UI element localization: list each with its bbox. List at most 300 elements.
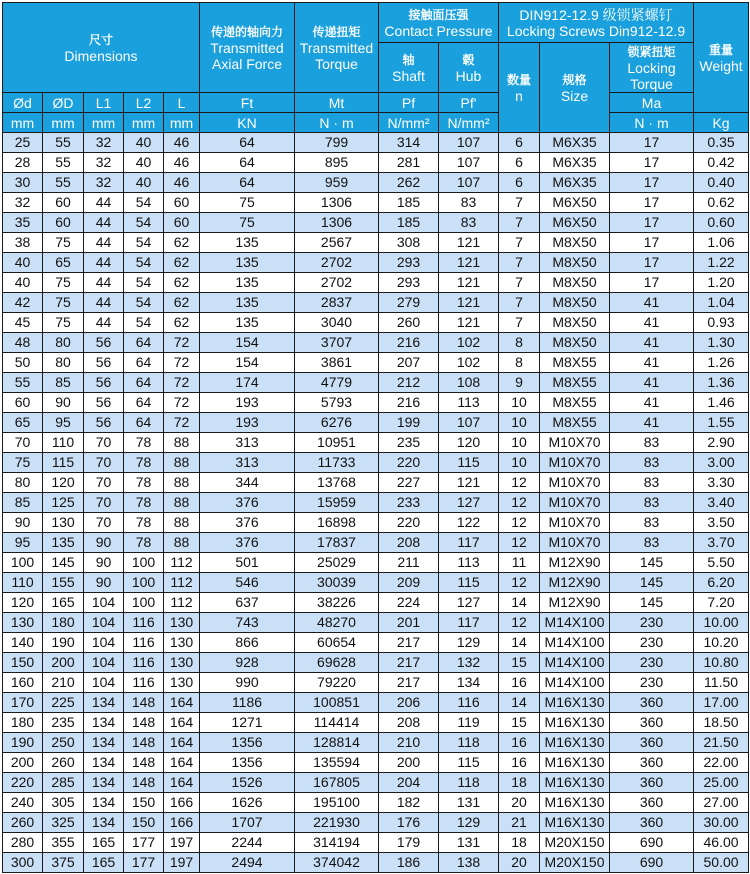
cell-mt: 3707 xyxy=(295,333,379,353)
cell-ft: 135 xyxy=(200,293,295,313)
cell-pf-prime: 122 xyxy=(439,513,499,533)
cell-pf-prime: 129 xyxy=(439,633,499,653)
cell-ma: 41 xyxy=(610,293,694,313)
cell-od: 190 xyxy=(3,733,43,753)
table-row xyxy=(3,233,749,253)
cell-l2: 54 xyxy=(124,273,164,293)
header-axial-force-zh: 传递的轴向力 xyxy=(210,24,283,39)
cell-n: 12 xyxy=(499,473,540,493)
cell-ft: 174 xyxy=(200,373,295,393)
cell-pf: 206 xyxy=(379,693,439,713)
cell-n: 8 xyxy=(499,333,540,353)
cell-size: M8X50 xyxy=(540,233,610,253)
cell-l: 62 xyxy=(164,253,200,273)
cell-pf-prime: 83 xyxy=(439,193,499,213)
cell-mt: 195100 xyxy=(295,793,379,813)
cell-weight: 0.42 xyxy=(694,153,749,173)
cell-size: M20X150 xyxy=(540,833,610,853)
cell-ft: 501 xyxy=(200,553,295,573)
cell-n: 8 xyxy=(499,353,540,373)
cell-l: 72 xyxy=(164,353,200,373)
cell-l2: 150 xyxy=(124,813,164,833)
cell-l2: 78 xyxy=(124,433,164,453)
cell-mt: 16898 xyxy=(295,513,379,533)
cell-l: 112 xyxy=(164,553,200,573)
cell-l: 62 xyxy=(164,233,200,253)
cell-pf-prime: 129 xyxy=(439,813,499,833)
cell-l1: 56 xyxy=(84,373,124,393)
cell-size: M16X130 xyxy=(540,713,610,733)
cell-ma: 230 xyxy=(610,613,694,633)
cell-weight: 30.00 xyxy=(694,813,749,833)
cell-ma: 145 xyxy=(610,573,694,593)
cell-oD: 260 xyxy=(43,753,84,773)
header-axial-force-en2: Axial Force xyxy=(211,55,283,72)
cell-od: 50 xyxy=(3,353,43,373)
cell-oD: 355 xyxy=(43,833,84,853)
cell-l: 72 xyxy=(164,413,200,433)
cell-od: 150 xyxy=(3,653,43,673)
cell-size: M16X130 xyxy=(540,733,610,753)
cell-ma: 41 xyxy=(610,373,694,393)
cell-l: 46 xyxy=(164,153,200,173)
cell-l2: 78 xyxy=(124,533,164,553)
cell-ft: 1356 xyxy=(200,753,295,773)
unit-weight: Kg xyxy=(694,113,749,133)
cell-ft: 990 xyxy=(200,673,295,693)
cell-ma: 17 xyxy=(610,133,694,153)
cell-weight: 22.00 xyxy=(694,753,749,773)
cell-n: 10 xyxy=(499,433,540,453)
cell-l: 197 xyxy=(164,833,200,853)
cell-oD: 250 xyxy=(43,733,84,753)
cell-weight: 1.26 xyxy=(694,353,749,373)
cell-l1: 44 xyxy=(84,273,124,293)
cell-oD: 90 xyxy=(43,393,84,413)
cell-mt: 38226 xyxy=(295,593,379,613)
symbol-l2: L2 xyxy=(124,93,164,113)
unit-pf: N/mm² xyxy=(379,113,439,133)
cell-pf-prime: 134 xyxy=(439,673,499,693)
cell-od: 30 xyxy=(3,173,43,193)
cell-l1: 104 xyxy=(84,633,124,653)
table-row xyxy=(3,393,749,413)
cell-ma: 17 xyxy=(610,153,694,173)
table-row xyxy=(3,133,749,153)
table-row xyxy=(3,353,749,373)
cell-size: M6X50 xyxy=(540,193,610,213)
cell-ma: 230 xyxy=(610,633,694,653)
cell-l: 88 xyxy=(164,473,200,493)
table-row xyxy=(3,553,749,573)
cell-n: 12 xyxy=(499,513,540,533)
table-row xyxy=(3,433,749,453)
cell-ft: 193 xyxy=(200,413,295,433)
cell-l: 112 xyxy=(164,593,200,613)
cell-l1: 134 xyxy=(84,733,124,753)
header-contact-pressure xyxy=(379,3,499,43)
cell-pf-prime: 107 xyxy=(439,133,499,153)
cell-size: M8X55 xyxy=(540,413,610,433)
cell-ma: 17 xyxy=(610,253,694,273)
header-locking-torque-en1: Locking xyxy=(627,59,676,76)
cell-oD: 80 xyxy=(43,353,84,373)
cell-n: 14 xyxy=(499,593,540,613)
cell-oD: 65 xyxy=(43,253,84,273)
cell-ft: 546 xyxy=(200,573,295,593)
cell-l1: 90 xyxy=(84,553,124,573)
cell-od: 28 xyxy=(3,153,43,173)
cell-l: 130 xyxy=(164,613,200,633)
cell-pf: 200 xyxy=(379,753,439,773)
header-contact-pressure-zh: 接触面压强 xyxy=(408,7,469,22)
cell-size: M10X70 xyxy=(540,473,610,493)
cell-mt: 1306 xyxy=(295,193,379,213)
header-torque-en1: Transmitted xyxy=(299,39,374,56)
cell-weight: 2.90 xyxy=(694,433,749,453)
cell-l: 72 xyxy=(164,373,200,393)
cell-oD: 305 xyxy=(43,793,84,813)
table-row xyxy=(3,653,749,673)
cell-od: 42 xyxy=(3,293,43,313)
cell-mt: 79220 xyxy=(295,673,379,693)
cell-ma: 360 xyxy=(610,813,694,833)
cell-od: 32 xyxy=(3,193,43,213)
cell-od: 35 xyxy=(3,213,43,233)
cell-weight: 7.20 xyxy=(694,593,749,613)
cell-n: 18 xyxy=(499,773,540,793)
cell-l: 88 xyxy=(164,513,200,533)
cell-weight: 3.70 xyxy=(694,533,749,553)
cell-n: 7 xyxy=(499,233,540,253)
cell-l: 130 xyxy=(164,653,200,673)
cell-l: 166 xyxy=(164,793,200,813)
cell-pf: 210 xyxy=(379,733,439,753)
cell-pf-prime: 113 xyxy=(439,553,499,573)
cell-l: 164 xyxy=(164,733,200,753)
header-size-en: Size xyxy=(560,87,589,104)
cell-l2: 40 xyxy=(124,173,164,193)
cell-n: 6 xyxy=(499,173,540,193)
cell-mt: 221930 xyxy=(295,813,379,833)
cell-l1: 134 xyxy=(84,793,124,813)
cell-ma: 690 xyxy=(610,833,694,853)
header-shaft-zh: 轴 xyxy=(402,52,415,67)
table-header xyxy=(3,3,749,133)
cell-pf-prime: 121 xyxy=(439,253,499,273)
cell-n: 9 xyxy=(499,373,540,393)
cell-oD: 60 xyxy=(43,213,84,233)
cell-mt: 5793 xyxy=(295,393,379,413)
cell-ft: 64 xyxy=(200,173,295,193)
cell-l1: 90 xyxy=(84,573,124,593)
cell-n: 14 xyxy=(499,633,540,653)
cell-l2: 78 xyxy=(124,473,164,493)
cell-size: M6X35 xyxy=(540,133,610,153)
cell-pf-prime: 115 xyxy=(439,453,499,473)
cell-pf: 262 xyxy=(379,173,439,193)
cell-mt: 60654 xyxy=(295,633,379,653)
symbol-pf-prime: Pf' xyxy=(439,93,499,113)
cell-oD: 130 xyxy=(43,513,84,533)
cell-l2: 54 xyxy=(124,313,164,333)
cell-ft: 1707 xyxy=(200,813,295,833)
header-locking-torque-en2: Torque xyxy=(630,75,673,92)
cell-mt: 3861 xyxy=(295,353,379,373)
cell-size: M20X150 xyxy=(540,853,610,873)
cell-ft: 1526 xyxy=(200,773,295,793)
cell-l: 88 xyxy=(164,533,200,553)
cell-ma: 83 xyxy=(610,433,694,453)
cell-ft: 135 xyxy=(200,253,295,273)
cell-n: 16 xyxy=(499,673,540,693)
cell-pf: 217 xyxy=(379,633,439,653)
cell-size: M10X70 xyxy=(540,493,610,513)
cell-od: 130 xyxy=(3,613,43,633)
header-torque-zh: 传递扭矩 xyxy=(312,24,361,39)
cell-ft: 313 xyxy=(200,433,295,453)
cell-pf: 209 xyxy=(379,573,439,593)
cell-pf-prime: 131 xyxy=(439,833,499,853)
cell-pf: 211 xyxy=(379,553,439,573)
cell-l1: 44 xyxy=(84,253,124,273)
cell-l: 164 xyxy=(164,713,200,733)
cell-mt: 30039 xyxy=(295,573,379,593)
cell-oD: 75 xyxy=(43,293,84,313)
table-row xyxy=(3,253,749,273)
header-shaft xyxy=(379,43,439,93)
cell-pf: 179 xyxy=(379,833,439,853)
unit-ft: KN xyxy=(200,113,295,133)
cell-ft: 313 xyxy=(200,453,295,473)
cell-size: M8X50 xyxy=(540,273,610,293)
cell-n: 12 xyxy=(499,613,540,633)
cell-ft: 193 xyxy=(200,393,295,413)
cell-l2: 148 xyxy=(124,733,164,753)
cell-od: 65 xyxy=(3,413,43,433)
cell-mt: 374042 xyxy=(295,853,379,873)
unit-l2: mm xyxy=(124,113,164,133)
table-row xyxy=(3,493,749,513)
cell-pf: 186 xyxy=(379,853,439,873)
cell-l1: 32 xyxy=(84,153,124,173)
cell-l: 88 xyxy=(164,493,200,513)
cell-weight: 46.00 xyxy=(694,833,749,853)
cell-l2: 54 xyxy=(124,193,164,213)
cell-size: M8X55 xyxy=(540,393,610,413)
cell-ft: 2244 xyxy=(200,833,295,853)
table-row xyxy=(3,773,749,793)
cell-l2: 177 xyxy=(124,833,164,853)
table-row xyxy=(3,293,749,313)
cell-pf-prime: 138 xyxy=(439,853,499,873)
table-row xyxy=(3,733,749,753)
cell-pf-prime: 121 xyxy=(439,473,499,493)
symbol-l: L xyxy=(164,93,200,113)
cell-pf-prime: 117 xyxy=(439,533,499,553)
cell-mt: 2702 xyxy=(295,273,379,293)
cell-n: 10 xyxy=(499,393,540,413)
cell-od: 300 xyxy=(3,853,43,873)
table-row xyxy=(3,213,749,233)
table-row xyxy=(3,833,749,853)
cell-od: 38 xyxy=(3,233,43,253)
cell-l1: 134 xyxy=(84,753,124,773)
cell-od: 260 xyxy=(3,813,43,833)
table-row xyxy=(3,413,749,433)
cell-l: 88 xyxy=(164,433,200,453)
cell-weight: 1.04 xyxy=(694,293,749,313)
cell-n: 12 xyxy=(499,533,540,553)
cell-size: M12X90 xyxy=(540,553,610,573)
cell-oD: 55 xyxy=(43,153,84,173)
header-count xyxy=(499,43,540,133)
cell-ma: 41 xyxy=(610,413,694,433)
header-axial-force-en1: Transmitted xyxy=(210,39,284,56)
cell-od: 70 xyxy=(3,433,43,453)
cell-n: 7 xyxy=(499,313,540,333)
cell-weight: 10.20 xyxy=(694,633,749,653)
table-row xyxy=(3,313,749,333)
cell-pf-prime: 118 xyxy=(439,773,499,793)
table-row xyxy=(3,573,749,593)
cell-weight: 1.22 xyxy=(694,253,749,273)
cell-weight: 25.00 xyxy=(694,773,749,793)
cell-od: 60 xyxy=(3,393,43,413)
cell-oD: 375 xyxy=(43,853,84,873)
unit-pf-prime: N/mm² xyxy=(439,113,499,133)
cell-pf: 212 xyxy=(379,373,439,393)
cell-l2: 100 xyxy=(124,553,164,573)
cell-weight: 1.46 xyxy=(694,393,749,413)
cell-n: 12 xyxy=(499,493,540,513)
cell-n: 7 xyxy=(499,293,540,313)
cell-l: 46 xyxy=(164,133,200,153)
cell-l1: 70 xyxy=(84,453,124,473)
cell-l1: 134 xyxy=(84,693,124,713)
cell-pf: 199 xyxy=(379,413,439,433)
cell-oD: 80 xyxy=(43,333,84,353)
cell-l1: 32 xyxy=(84,173,124,193)
cell-l1: 134 xyxy=(84,713,124,733)
cell-l: 112 xyxy=(164,573,200,593)
cell-ma: 17 xyxy=(610,273,694,293)
cell-pf: 208 xyxy=(379,533,439,553)
cell-pf-prime: 113 xyxy=(439,393,499,413)
cell-mt: 167805 xyxy=(295,773,379,793)
cell-oD: 190 xyxy=(43,633,84,653)
cell-l2: 100 xyxy=(124,593,164,613)
cell-ft: 75 xyxy=(200,193,295,213)
cell-l1: 56 xyxy=(84,413,124,433)
cell-l2: 116 xyxy=(124,673,164,693)
cell-mt: 959 xyxy=(295,173,379,193)
cell-weight: 1.30 xyxy=(694,333,749,353)
cell-l2: 78 xyxy=(124,453,164,473)
cell-pf-prime: 115 xyxy=(439,753,499,773)
cell-l2: 148 xyxy=(124,693,164,713)
cell-l2: 54 xyxy=(124,253,164,273)
cell-weight: 0.40 xyxy=(694,173,749,193)
cell-size: M8X55 xyxy=(540,353,610,373)
cell-l: 197 xyxy=(164,853,200,873)
cell-mt: 15959 xyxy=(295,493,379,513)
cell-od: 55 xyxy=(3,373,43,393)
cell-weight: 3.00 xyxy=(694,453,749,473)
cell-ft: 637 xyxy=(200,593,295,613)
cell-od: 40 xyxy=(3,273,43,293)
cell-mt: 114414 xyxy=(295,713,379,733)
cell-pf-prime: 119 xyxy=(439,713,499,733)
header-locking-screws-line2: Locking Screws Din912-12.9 xyxy=(506,22,686,39)
cell-pf: 224 xyxy=(379,593,439,613)
cell-n: 6 xyxy=(499,153,540,173)
cell-pf-prime: 132 xyxy=(439,653,499,673)
cell-size: M10X70 xyxy=(540,433,610,453)
table-row xyxy=(3,673,749,693)
cell-size: M16X130 xyxy=(540,693,610,713)
cell-ft: 2494 xyxy=(200,853,295,873)
symbol-ma: Ma xyxy=(610,93,694,113)
cell-pf: 293 xyxy=(379,253,439,273)
cell-mt: 6276 xyxy=(295,413,379,433)
cell-pf: 185 xyxy=(379,193,439,213)
cell-weight: 1.06 xyxy=(694,233,749,253)
cell-pf: 204 xyxy=(379,773,439,793)
cell-weight: 6.20 xyxy=(694,573,749,593)
header-hub-zh: 毂 xyxy=(462,52,475,67)
cell-ft: 866 xyxy=(200,633,295,653)
symbol-pf: Pf xyxy=(379,93,439,113)
cell-ma: 360 xyxy=(610,793,694,813)
cell-ft: 1271 xyxy=(200,713,295,733)
cell-oD: 110 xyxy=(43,433,84,453)
cell-l2: 54 xyxy=(124,293,164,313)
cell-l2: 64 xyxy=(124,413,164,433)
cell-weight: 11.50 xyxy=(694,673,749,693)
cell-n: 10 xyxy=(499,413,540,433)
cell-mt: 2837 xyxy=(295,293,379,313)
cell-l1: 44 xyxy=(84,233,124,253)
unit-ma: N · m xyxy=(610,113,694,133)
cell-weight: 3.30 xyxy=(694,473,749,493)
cell-size: M14X100 xyxy=(540,613,610,633)
cell-n: 7 xyxy=(499,253,540,273)
cell-oD: 235 xyxy=(43,713,84,733)
cell-od: 95 xyxy=(3,533,43,553)
cell-size: M14X100 xyxy=(540,653,610,673)
cell-size: M6X50 xyxy=(540,213,610,233)
cell-l1: 70 xyxy=(84,513,124,533)
cell-pf: 220 xyxy=(379,453,439,473)
cell-od: 140 xyxy=(3,633,43,653)
cell-l1: 56 xyxy=(84,393,124,413)
symbol-l1: L1 xyxy=(84,93,124,113)
cell-ma: 41 xyxy=(610,313,694,333)
header-dimensions-en: Dimensions xyxy=(64,47,138,64)
cell-ma: 83 xyxy=(610,533,694,553)
header-weight xyxy=(694,3,749,113)
unit-oD: mm xyxy=(43,113,84,133)
cell-l1: 44 xyxy=(84,293,124,313)
cell-l2: 116 xyxy=(124,613,164,633)
cell-ft: 154 xyxy=(200,333,295,353)
cell-pf: 235 xyxy=(379,433,439,453)
cell-oD: 165 xyxy=(43,593,84,613)
cell-mt: 128814 xyxy=(295,733,379,753)
cell-pf-prime: 117 xyxy=(439,613,499,633)
cell-oD: 325 xyxy=(43,813,84,833)
